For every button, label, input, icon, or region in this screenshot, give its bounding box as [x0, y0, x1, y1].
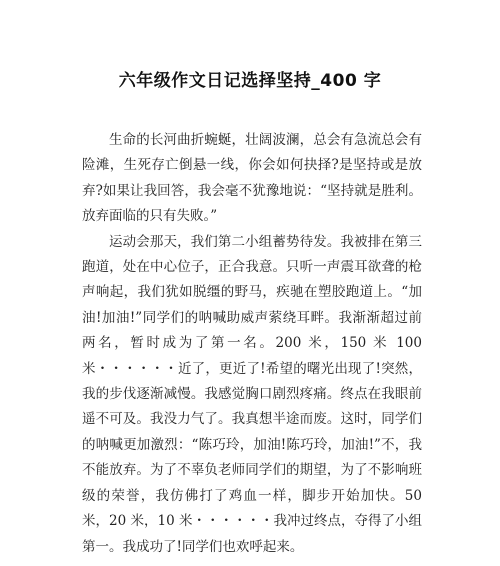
paragraph-sports-day: 运动会那天，我们第二小组蓄势待发。我被排在第三跑道，处在中心位子，正合我意。只听一声震耳欲聋的枪声响起，我们犹如脱缰的野马，疾驰在塑胶跑道上。“加油!加油!”同学们的呐喊助威声萦绕耳畔。我渐渐超过前两名，暂时成为了第一名。200 米，150 米 100米・・・・・・近了，更近了!希望的曙光出现了!突然，我的步伐逐渐减慢。我感觉胸口剧烈疼痛。终点在我眼前遥不可及。我没力气了。我真想半途而废。这时，同学们的呐喊更加激烈：“陈巧玲，加油!陈巧玲，加油!”不，我不能放弃。为了不辜负老师同学们的期望，为了不影响班级的荣誉，我仿佛打了鸡血一样，脚步开始加快。50 米，20 米，10 米・・・・・・我冲过终点，夺得了小组第一。我成功了!同学们也欢呼起来。 [82, 233, 422, 555]
paragraph-intro: 生命的长河曲折蜿蜒，壮阔波澜，总会有急流总会有险滩，生死存亡倒悬一线，你会如何抉择?是坚持或是放弃?如果让我回答，我会毫不犹豫地说：“坚持就是胜利。放弃面临的只有失败。” [82, 132, 422, 225]
document-body [82, 128, 422, 560]
document-title: 六年级作文日记选择坚持_400 字 [118, 71, 382, 91]
